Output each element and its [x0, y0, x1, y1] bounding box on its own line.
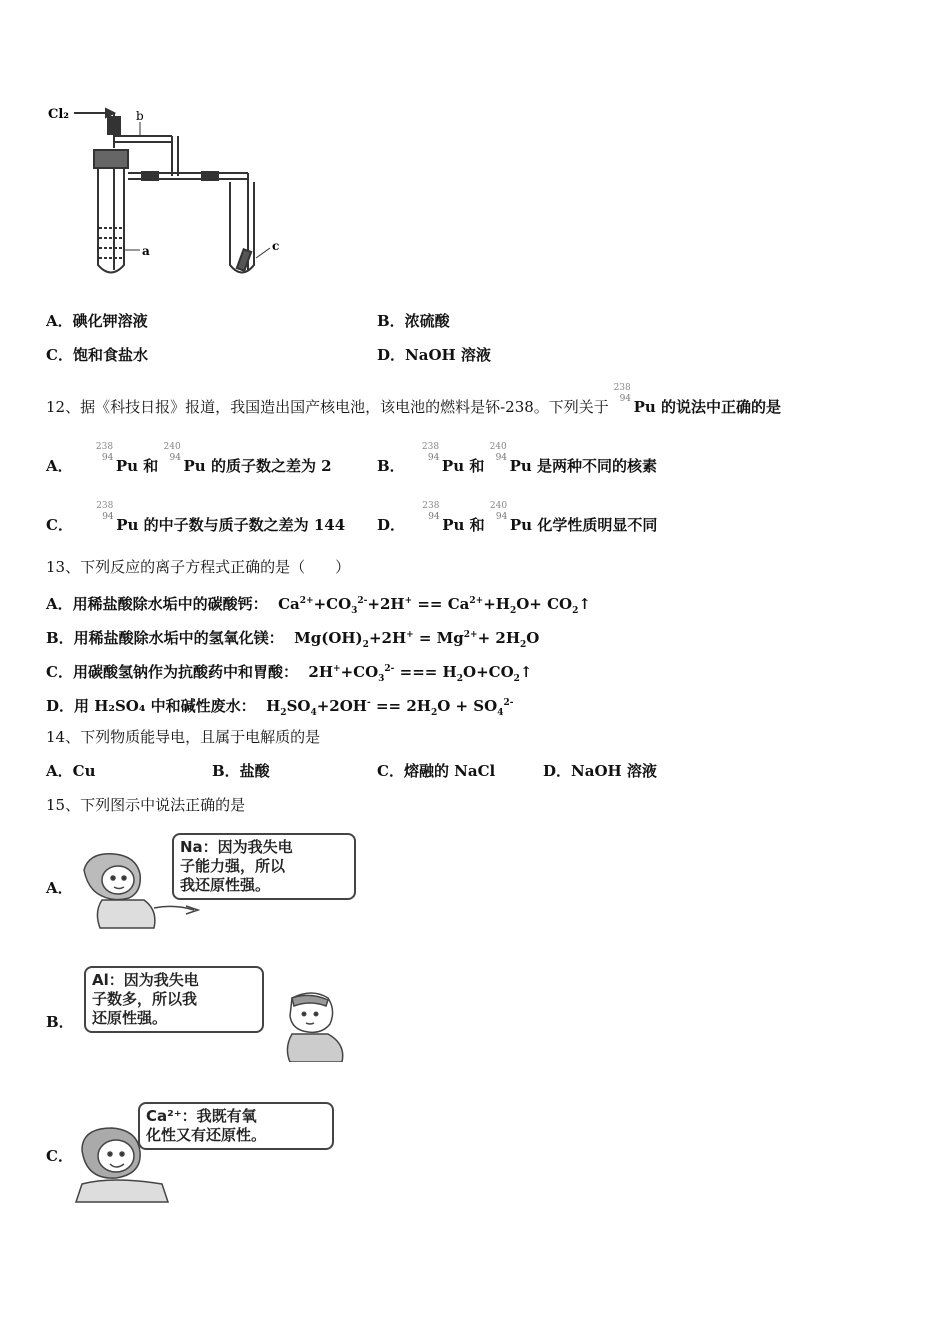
q15-option-a: A． — [46, 879, 73, 897]
q13-stem: 13、下列反应的离子方程式正确的是（ ） — [46, 558, 351, 576]
c-label: c — [272, 239, 280, 253]
q13-option-d: D．用 H₂SO₄ 中和碱性废水： $H_2SO_4+2OH^- == 2H_2O + SO_4^{2-}$ — [46, 697, 514, 718]
b-label: b — [136, 109, 144, 123]
q13-option-c: C．用碳酸氢钠作为抗酸药中和胃酸： $2H^++CO_3^{2-}$ === $H_2O+CO_2↑$ — [46, 663, 533, 684]
q11-option-a: A．碘化钾溶液 — [46, 312, 148, 330]
apparatus-diagram — [44, 100, 294, 290]
q11-option-c: C．饱和食盐水 — [46, 346, 148, 364]
q15-option-c: C． — [46, 1147, 73, 1165]
q14-option-c: C．熔融的 NaCl — [377, 762, 496, 780]
q12-option-a: A． 238 94 Pu 和 240 94 Pu 的质子数之差为 2 — [46, 442, 332, 475]
q12-stem: 12、据《科技日报》报道，我国造出国产核电池，该电池的燃料是钚-238。下列关于 238 94 Pu 的说法中正确的是 — [46, 383, 781, 416]
q11-option-b: B．浓硫酸 — [377, 312, 450, 330]
q14-option-d: D．NaOH 溶液 — [543, 762, 657, 780]
cl2-label: Cl₂ — [48, 107, 69, 122]
bubble-ca: Ca²⁺：我既有氧 化性又有还原性。 — [138, 1102, 334, 1150]
q14-stem: 14、下列物质能导电，且属于电解质的是 — [46, 728, 321, 746]
bubble-na: Na：因为我失电 子能力强，所以 我还原性强。 — [172, 833, 356, 900]
q13-option-b: B．用稀盐酸除水垢中的氢氧化镁： $Mg(OH)_2+2H^+ = Mg^{2+}+ 2H_2O$ — [46, 629, 540, 650]
boy-cartoon — [262, 988, 352, 1062]
q12-option-d: D． 238 94 Pu 和 240 94 Pu 化学性质明显不同 — [377, 501, 658, 534]
q13-option-a: A．用稀盐酸除水垢中的碳酸钙： $Ca^{2+}+CO_3^{2-}+2H^+ == Ca^{2+}+H_2O+$ $CO_2↑$ — [46, 595, 591, 616]
q11-option-d: D．NaOH 溶液 — [377, 346, 491, 364]
bubble-al: Al：因为我失电 子数多，所以我 还原性强。 — [84, 966, 264, 1033]
a-label: a — [142, 244, 150, 258]
q14-option-a: A．Cu — [46, 762, 96, 780]
q12-option-c: C． 238 94 Pu 的中子数与质子数之差为 144 — [46, 501, 346, 534]
q14-option-b: B．盐酸 — [212, 762, 270, 780]
q15-option-b: B． — [46, 1013, 74, 1031]
q15-stem: 15、下列图示中说法正确的是 — [46, 796, 246, 814]
q12-option-b: B． 238 94 Pu 和 240 94 Pu 是两种不同的核素 — [377, 442, 657, 475]
